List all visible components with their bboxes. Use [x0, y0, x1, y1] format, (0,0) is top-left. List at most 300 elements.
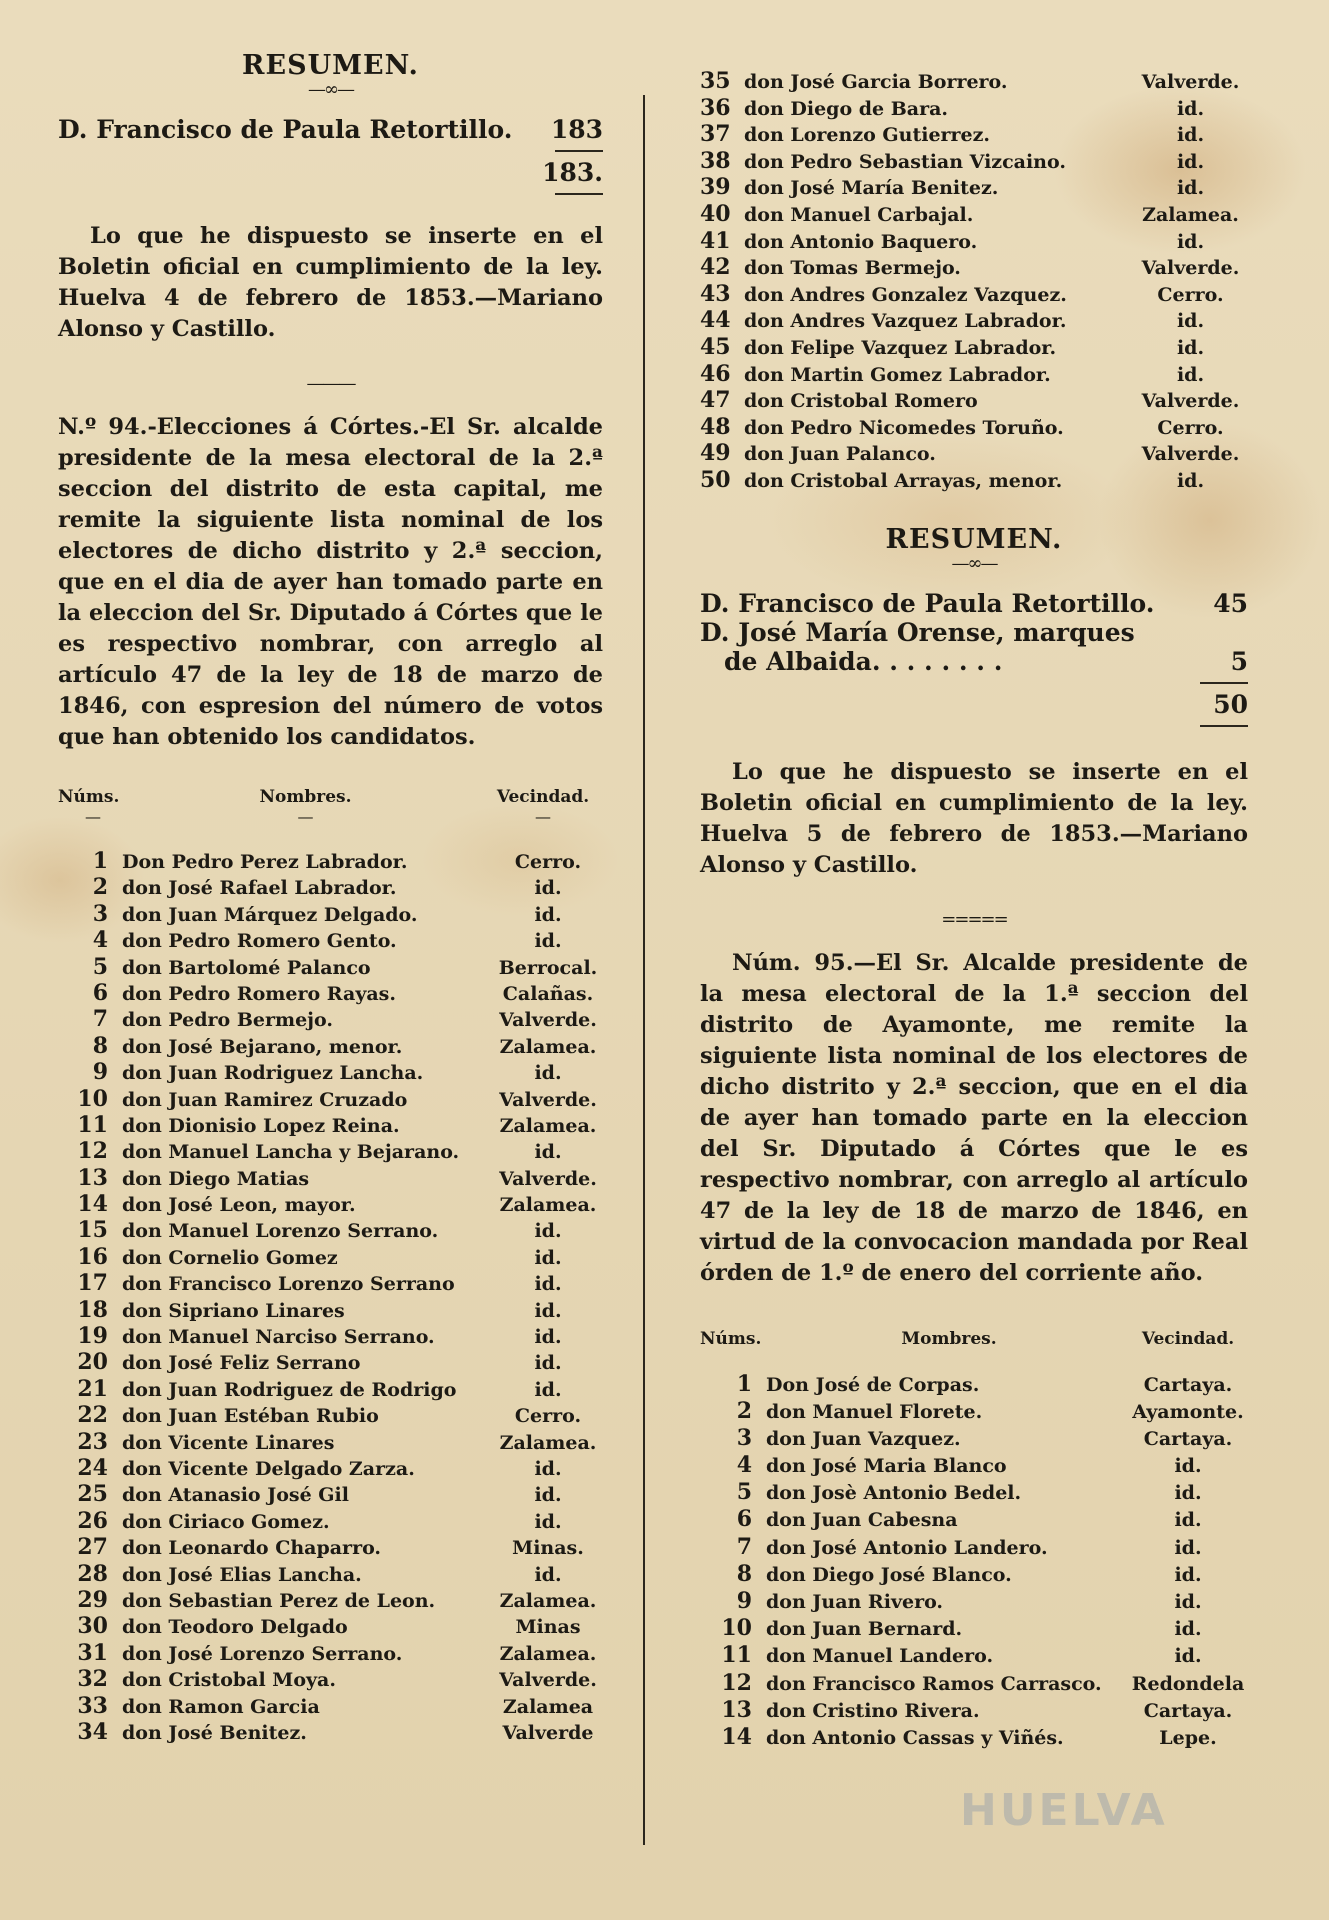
list-item	[58, 980, 603, 1006]
list-item	[700, 1452, 1248, 1479]
elector-number: 37	[700, 121, 731, 148]
elector-name: don Sipriano Linares	[122, 1299, 345, 1322]
elector-list	[58, 848, 603, 1745]
resumen-total-row	[58, 158, 603, 187]
elector-vecindad: id.	[534, 1378, 562, 1401]
list-item	[58, 1640, 603, 1666]
elector-vecindad: id.	[1176, 336, 1205, 359]
elector-number: 32	[77, 1666, 108, 1693]
elector-vecindad: id.	[1174, 1455, 1202, 1478]
elector-number: 14	[77, 1191, 108, 1218]
list-item	[58, 1613, 603, 1639]
elector-vecindad: Valverde.	[1141, 443, 1240, 466]
list-item	[58, 1138, 603, 1164]
list-item	[58, 1666, 603, 1692]
elector-name: Don Pedro Perez Labrador.	[122, 851, 408, 873]
elector-vecindad: Cerro.	[514, 1405, 582, 1428]
elector-vecindad: Berrocal.	[498, 956, 598, 979]
list-item	[58, 1217, 603, 1243]
header-num: Núms.	[58, 787, 120, 807]
elector-number: 25	[77, 1481, 108, 1508]
elector-name: don Juan Ramirez Cruzado	[122, 1088, 408, 1111]
resumen-row	[700, 589, 1248, 618]
elector-number: 27	[77, 1534, 108, 1561]
elector-vecindad: id.	[1176, 363, 1205, 386]
elector-name: don Juan Rodriguez de Rodrigo	[122, 1378, 457, 1401]
notice-title: N.º 94.-Elecciones á Córtes.-	[58, 414, 430, 440]
elector-vecindad: Redondela	[1131, 1672, 1245, 1695]
elector-number: 14	[721, 1723, 752, 1750]
elector-vecindad: id.	[534, 1062, 562, 1085]
elector-vecindad: id.	[1174, 1591, 1202, 1613]
elector-vecindad: Cartaya.	[1143, 1427, 1233, 1450]
elector-name: don Bartolomé Palanco	[122, 956, 371, 979]
elector-number: 8	[736, 1560, 752, 1587]
elector-name: don Lorenzo Gutierrez.	[744, 124, 991, 147]
list-item	[58, 1429, 603, 1455]
elector-vecindad: id.	[1174, 1509, 1202, 1532]
elector-number: 6	[736, 1506, 752, 1533]
elector-vecindad: Zalamea	[502, 1695, 594, 1718]
elector-name: don Pedro Nicomedes Toruño.	[744, 416, 1064, 439]
list-item	[700, 1371, 1248, 1398]
list-item	[58, 874, 603, 900]
elector-vecindad: id.	[534, 877, 562, 900]
list-item	[700, 1561, 1248, 1588]
elector-list	[700, 68, 1248, 494]
table-header	[58, 787, 603, 807]
elector-vecindad: id.	[1174, 1482, 1202, 1505]
header-num: Núms.	[700, 1328, 762, 1349]
elector-name: don Francisco Ramos Carrasco.	[766, 1672, 1102, 1695]
elector-name: don Dionisio Lopez Reina.	[122, 1114, 400, 1137]
elector-vecindad: Valverde.	[1141, 257, 1240, 280]
elector-number: 16	[77, 1243, 108, 1270]
right-column	[700, 68, 1248, 1751]
list-item	[700, 254, 1248, 281]
elector-vecindad: id.	[1174, 1536, 1202, 1559]
list-item	[58, 1349, 603, 1375]
elector-vecindad: id.	[534, 930, 562, 953]
list-item	[58, 927, 603, 953]
elector-number: 18	[77, 1296, 108, 1323]
elector-number: 47	[700, 387, 731, 414]
ornament: —∞—	[951, 552, 997, 574]
elector-name: don Diego de Bara.	[744, 97, 949, 120]
elector-number: 2	[92, 874, 108, 901]
elector-name: don José Elias Lancha.	[122, 1563, 362, 1586]
elector-vecindad: id.	[534, 1246, 562, 1269]
elector-name: don José Feliz Serrano	[122, 1352, 361, 1375]
candidate-name: D. José María Orense, marques	[700, 617, 1135, 647]
elector-name: don José Leon, mayor.	[122, 1194, 356, 1217]
header-vecindad: Vecindad.	[496, 787, 590, 807]
list-item	[700, 1588, 1248, 1615]
elector-vecindad: id.	[534, 1352, 562, 1375]
elector-vecindad: Cerro.	[1157, 283, 1224, 306]
elector-vecindad: id.	[1174, 1645, 1202, 1668]
elector-vecindad: id.	[1176, 177, 1205, 200]
resumen-title: RESUMEN.	[885, 523, 1063, 555]
elector-name: don Cristobal Romero	[744, 390, 978, 413]
list-item	[700, 1642, 1248, 1669]
elector-number: 4	[736, 1452, 752, 1479]
list-item	[700, 201, 1248, 228]
elector-number: 40	[700, 200, 731, 227]
elector-vecindad: Minas.	[512, 1537, 584, 1560]
list-item	[700, 307, 1248, 334]
elector-number: 38	[700, 147, 731, 174]
elector-name: don Atanasio José Gil	[122, 1484, 349, 1507]
elector-name: don Manuel Lorenzo Serrano.	[122, 1220, 439, 1243]
elector-number: 19	[77, 1323, 108, 1350]
elector-number: 36	[700, 94, 731, 121]
list-item	[700, 1670, 1248, 1697]
elector-number: 23	[77, 1428, 108, 1455]
elector-number: 41	[700, 227, 731, 254]
elector-name: don José Maria Blanco	[766, 1455, 1007, 1478]
elector-name: don Juan Bernard.	[766, 1618, 963, 1641]
elector-number: 1	[736, 1370, 752, 1397]
elector-vecindad: Zalamea.	[499, 1194, 597, 1217]
elector-name: don Juan Vazquez.	[766, 1427, 961, 1450]
elector-number: 24	[77, 1454, 108, 1481]
header-name: Mombres.	[901, 1328, 997, 1349]
elector-number: 34	[77, 1718, 108, 1745]
elector-number: 12	[77, 1138, 108, 1165]
elector-vecindad: Valverde.	[1141, 390, 1240, 413]
elector-number: 11	[721, 1642, 752, 1669]
elector-name: don Antonio Baquero.	[744, 230, 978, 253]
elector-number: 2	[736, 1397, 752, 1424]
list-item	[58, 1323, 603, 1349]
elector-name: don Andres Vazquez Labrador.	[744, 310, 1067, 333]
elector-vecindad: Lepe.	[1159, 1726, 1217, 1749]
elector-number: 33	[77, 1692, 108, 1719]
elector-vecindad: id.	[1174, 1563, 1202, 1586]
elector-vecindad: Zalamea.	[499, 1642, 597, 1665]
sum-rule	[555, 150, 603, 152]
list-item	[58, 1244, 603, 1270]
resumen-title: RESUMEN.	[242, 50, 419, 81]
elector-vecindad: Valverde.	[499, 1669, 597, 1692]
elector-number: 35	[700, 68, 731, 94]
elector-name: don José Rafael Labrador.	[122, 877, 397, 900]
list-item	[700, 1479, 1248, 1506]
elector-name: don Pedro Romero Rayas.	[122, 982, 396, 1005]
elector-name: don Juan Rodriguez Lancha.	[122, 1062, 424, 1085]
list-item	[58, 1561, 603, 1587]
list-item	[58, 1191, 603, 1217]
sum-rule	[1200, 682, 1248, 684]
list-item	[700, 1697, 1248, 1724]
elector-name: don Juan Estéban Rubio	[122, 1405, 379, 1428]
list-item	[58, 1297, 603, 1323]
elector-name: don Pedro Romero Gento.	[122, 930, 397, 953]
elector-name: don Teodoro Delgado	[122, 1616, 348, 1639]
elector-number: 48	[700, 413, 731, 440]
elector-vecindad: Zalamea.	[499, 1114, 597, 1137]
elector-name: don Antonio Cassas y Viñés.	[766, 1726, 1064, 1749]
list-item	[58, 1455, 603, 1481]
elector-vecindad: id.	[1174, 1618, 1202, 1641]
elector-number: 45	[700, 333, 731, 360]
elector-number: 13	[721, 1696, 752, 1723]
sum-rule	[1200, 725, 1248, 727]
resumen-total-row	[700, 690, 1248, 719]
elector-number: 1	[92, 848, 108, 874]
elector-number: 10	[721, 1615, 752, 1642]
elector-vecindad: Valverde.	[499, 1167, 597, 1190]
elector-number: 3	[92, 900, 108, 927]
list-item	[58, 1059, 603, 1085]
elector-name: don Manuel Landero.	[766, 1645, 994, 1668]
elector-vecindad: Valverde.	[499, 1009, 597, 1032]
list-item	[58, 1587, 603, 1613]
list-item	[700, 148, 1248, 175]
list-item	[700, 1724, 1248, 1751]
list-item	[58, 1376, 603, 1402]
elector-name: don Juan Rivero.	[766, 1591, 944, 1613]
list-item	[700, 1534, 1248, 1561]
watermark-logo: HUELVA	[960, 1785, 1168, 1836]
candidate-name-cont: de Albaida. . . . . . . .	[724, 646, 1003, 676]
list-item	[58, 1033, 603, 1059]
elector-vecindad: id.	[534, 1563, 562, 1586]
list-item	[700, 1398, 1248, 1425]
elector-number: 50	[700, 466, 731, 493]
elector-vecindad: Cerro.	[514, 851, 582, 873]
candidate-votes: 5	[1230, 646, 1248, 676]
elector-number: 5	[92, 953, 108, 980]
elector-vecindad: Zalamea.	[499, 1589, 597, 1612]
elector-name: don Cornelio Gomez	[122, 1246, 338, 1269]
elector-number: 3	[736, 1424, 752, 1451]
header-name: Nombres.	[259, 787, 352, 807]
elector-vecindad: Zalamea.	[499, 1035, 597, 1058]
elector-vecindad: id.	[1176, 124, 1205, 147]
elector-name: don Manuel Lancha y Bejarano.	[122, 1141, 460, 1164]
list-item	[700, 1615, 1248, 1642]
list-item	[700, 467, 1248, 494]
elector-name: don Juan Márquez Delgado.	[122, 903, 418, 926]
elector-name: don Leonardo Chaparro.	[122, 1537, 382, 1560]
elector-vecindad: Valverde	[502, 1721, 594, 1744]
elector-number: 13	[77, 1164, 108, 1191]
elector-name: don Ciriaco Gomez.	[122, 1510, 330, 1533]
separator: =====	[941, 908, 1007, 930]
candidate-name: D. Francisco de Paula Retortillo.	[700, 588, 1155, 618]
elector-vecindad: id.	[1176, 97, 1205, 120]
elector-name: don Diego José Blanco.	[766, 1563, 1012, 1586]
elector-name: don José María Benitez.	[744, 177, 999, 200]
column-divider	[643, 95, 645, 1845]
list-item	[58, 1719, 603, 1745]
elector-number: 9	[736, 1588, 752, 1614]
resumen-row	[700, 618, 1248, 647]
elector-number: 21	[77, 1375, 108, 1402]
elector-number: 31	[77, 1639, 108, 1666]
elector-number: 44	[700, 307, 731, 334]
elector-name: don Vicente Delgado Zarza.	[122, 1457, 415, 1480]
elector-name: don Ramon Garcia	[122, 1695, 320, 1718]
elector-name: don Andres Gonzalez Vazquez.	[744, 283, 1067, 306]
elector-name: Don José de Corpas.	[766, 1373, 980, 1396]
resumen-total: 50	[1213, 689, 1248, 719]
elector-vecindad: Cartaya.	[1143, 1699, 1233, 1722]
elector-number: 26	[77, 1507, 108, 1534]
notice-body: El Sr. alcalde presidente de la mesa electoral de la 2.ª seccion del distrito de esta capital, me remite la siguiente lista nominal de los electores de dicho distrito y 2.ª seccion, que en el dia de ayer han tomado parte en la eleccion del Sr. Diputado á Córtes que le es respectivo nombrar, con arreglo al artículo 47 de la ley de 18 de marzo de 1846, con espresion del número de votos que han obtenido los candidatos.	[58, 414, 603, 750]
elector-vecindad: id.	[534, 1326, 562, 1349]
list-item	[58, 1270, 603, 1296]
elector-number: 22	[77, 1402, 108, 1429]
candidate-votes: 45	[1213, 588, 1248, 618]
list-item	[700, 174, 1248, 201]
elector-vecindad: id.	[534, 1510, 562, 1533]
elector-name: don Manuel Narciso Serrano.	[122, 1326, 435, 1349]
list-item	[58, 1086, 603, 1112]
elector-name: don Manuel Florete.	[766, 1400, 983, 1423]
elector-vecindad: id.	[534, 1141, 562, 1164]
elector-name: don José Benitez.	[122, 1721, 307, 1744]
elector-name: don Pedro Sebastian Vizcaino.	[744, 150, 1066, 173]
table-header	[700, 1329, 1248, 1349]
list-item	[700, 1425, 1248, 1452]
elector-vecindad: Minas	[515, 1616, 581, 1639]
candidate-name: D. Francisco de Paula Retortillo.	[58, 115, 513, 144]
elector-name: don José Bejarano, menor.	[122, 1035, 403, 1058]
elector-name: don Tomas Bermejo.	[744, 257, 961, 280]
elector-list	[700, 1371, 1248, 1752]
elector-name: don Felipe Vazquez Labrador.	[744, 336, 1057, 359]
elector-number: 6	[92, 979, 108, 1006]
elector-number: 11	[77, 1111, 108, 1138]
elector-number: 20	[77, 1349, 108, 1376]
elector-name: don Juan Palanco.	[744, 443, 936, 466]
sum-rule	[555, 193, 603, 195]
elector-number: 42	[700, 254, 731, 281]
notice-body: El Sr. Alcalde presidente de la mesa electoral de la 1.ª seccion del distrito de Ayamonte, me remite la siguiente lista nominal de los electores de dicho distrito y 2.ª seccion, que en el dia de ayer han tomado parte en la eleccion del Sr. Diputado á Córtes que le es respectivo nombrar, con arreglo al artículo 47 de la ley de 18 de marzo de 1846, en virtud de la convocacion mandada por Real órden de 1.º de enero del corriente año.	[700, 949, 1249, 1286]
list-item	[700, 68, 1248, 95]
elector-name: don José Antonio Landero.	[766, 1536, 1048, 1559]
elector-number: 43	[700, 280, 731, 307]
notice-94	[58, 412, 603, 753]
ornament: —∞—	[308, 79, 353, 100]
elector-vecindad: id.	[1176, 310, 1205, 333]
elector-vecindad: Zalamea.	[1142, 203, 1239, 226]
elector-vecindad: Calañas.	[502, 982, 594, 1005]
list-item	[700, 387, 1248, 414]
elector-number: 39	[700, 174, 731, 201]
header-vecindad: Vecindad.	[1141, 1328, 1235, 1349]
list-item	[700, 414, 1248, 441]
elector-name: don Cristobal Moya.	[122, 1669, 336, 1692]
elector-name: don José Garcia Borrero.	[744, 71, 1008, 93]
list-item	[58, 848, 603, 874]
elector-name: don Sebastian Perez de Leon.	[122, 1589, 436, 1612]
header-dashes: — — —	[85, 807, 551, 826]
elector-vecindad: Ayamonte.	[1132, 1400, 1244, 1423]
list-item	[58, 1006, 603, 1032]
left-column	[58, 50, 603, 1745]
list-item	[700, 95, 1248, 122]
list-item	[58, 1508, 603, 1534]
elector-vecindad: Cartaya.	[1143, 1373, 1233, 1396]
elector-vecindad: Valverde.	[499, 1088, 597, 1111]
elector-name: don Cristino Rivera.	[766, 1699, 980, 1722]
elector-name: don Diego Matias	[122, 1167, 310, 1190]
elector-number: 28	[77, 1560, 108, 1587]
elector-number: 7	[92, 1006, 108, 1033]
elector-vecindad: id.	[1176, 469, 1205, 492]
elector-vecindad: id.	[1176, 150, 1205, 173]
elector-name: don Francisco Lorenzo Serrano	[122, 1273, 455, 1296]
list-item	[58, 1402, 603, 1428]
list-item	[58, 901, 603, 927]
elector-number: 5	[736, 1479, 752, 1506]
elector-number: 15	[77, 1217, 108, 1244]
list-item	[700, 121, 1248, 148]
list-item	[58, 1481, 603, 1507]
elector-vecindad: id.	[534, 1457, 562, 1480]
elector-vecindad: id.	[1176, 230, 1205, 253]
list-item	[700, 281, 1248, 308]
list-item	[58, 1534, 603, 1560]
elector-name: don Juan Cabesna	[766, 1509, 958, 1532]
list-item	[58, 1165, 603, 1191]
elector-name: don Cristobal Arrayas, menor.	[744, 469, 1063, 492]
elector-number: 29	[77, 1586, 108, 1613]
notice-paragraph: Lo que he dispuesto se inserte en el Boletin oficial en cumplimiento de la ley. Huelva 4 de febrero de 1853.—Mariano Alonso y Castillo.	[58, 223, 603, 342]
elector-number: 10	[77, 1085, 108, 1112]
list-item	[58, 954, 603, 980]
elector-name: don Manuel Carbajal.	[744, 203, 974, 226]
list-item	[700, 334, 1248, 361]
list-item	[58, 1112, 603, 1138]
elector-name: don Vicente Linares	[122, 1431, 335, 1454]
elector-number: 8	[92, 1032, 108, 1059]
elector-number: 30	[77, 1613, 108, 1640]
list-item	[58, 1693, 603, 1719]
resumen-row	[700, 647, 1248, 676]
elector-vecindad: Cerro.	[1157, 416, 1224, 439]
list-item	[700, 1506, 1248, 1533]
notice-title: Núm. 95.—	[732, 949, 877, 976]
list-item	[700, 228, 1248, 255]
elector-vecindad: id.	[534, 1273, 562, 1296]
elector-name: don Josè Antonio Bedel.	[766, 1482, 1022, 1505]
elector-vecindad: id.	[534, 1484, 562, 1507]
candidate-votes: 183	[550, 115, 603, 144]
notice-95	[700, 948, 1248, 1289]
list-item	[700, 440, 1248, 467]
elector-vecindad: id.	[534, 903, 562, 926]
list-item	[700, 361, 1248, 388]
elector-number: 7	[736, 1533, 752, 1560]
elector-vecindad: id.	[534, 1299, 562, 1322]
notice-paragraph: Lo que he dispuesto se inserte en el Boletin oficial en cumplimiento de la ley. Huelva 5 de febrero de 1853.—Mariano Alonso y Castillo.	[700, 758, 1248, 878]
separator: ———	[306, 373, 355, 394]
elector-number: 12	[721, 1669, 752, 1696]
elector-name: don Martin Gomez Labrador.	[744, 363, 1051, 386]
elector-number: 17	[77, 1270, 108, 1297]
elector-number: 9	[92, 1059, 108, 1086]
elector-vecindad: Zalamea.	[499, 1431, 597, 1454]
resumen-row	[58, 115, 603, 144]
elector-number: 4	[92, 927, 108, 954]
elector-number: 49	[700, 440, 731, 467]
elector-vecindad: Valverde.	[1141, 71, 1240, 93]
